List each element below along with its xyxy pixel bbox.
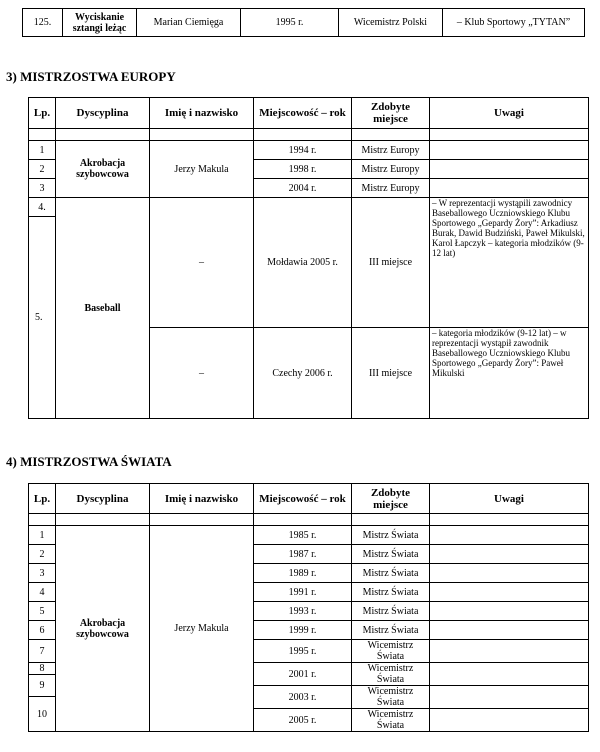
- row-lp: 5: [29, 602, 56, 621]
- row-place: Wicemistrz Świata: [352, 686, 430, 709]
- row-year: Mołdawia 2005 r.: [254, 198, 352, 328]
- row-year: 1991 r.: [254, 583, 352, 602]
- row-place: Mistrz Europy: [352, 160, 430, 179]
- row-name: Jerzy Makula: [150, 141, 254, 198]
- row-notes: – kategoria młodzików (9-12 lat) – w reprezentacji wystąpił zawodnik Baseballowego Uczniowskiego Klubu Sportowego „Gepardy Żory”: Paweł Mikulski: [430, 328, 589, 419]
- row-lp: 10: [29, 697, 56, 732]
- row-name: Marian Ciemięga: [137, 9, 241, 37]
- row-year: 1993 r.: [254, 602, 352, 621]
- row-place: Mistrz Świata: [352, 564, 430, 583]
- previous-table-row: [22, 8, 585, 37]
- row-year: 2005 r.: [254, 709, 352, 732]
- header-uwagi: Uwagi: [430, 484, 589, 514]
- row-place: Mistrz Świata: [352, 621, 430, 640]
- row-notes: [430, 602, 589, 621]
- row-place: Wicemistrz Świata: [352, 663, 430, 686]
- header-zdobyte: Zdobyte miejsce: [352, 484, 430, 514]
- header-imie: Imię i nazwisko: [150, 98, 254, 129]
- row-place: Mistrz Europy: [352, 141, 430, 160]
- row-notes: [430, 663, 589, 686]
- table-header-row: [29, 484, 589, 514]
- row-name: –: [150, 198, 254, 328]
- row-place: Wicemistrz Polski: [339, 9, 443, 37]
- row-lp: 6: [29, 621, 56, 640]
- row-lp: 9: [29, 675, 56, 697]
- row-year: 1987 r.: [254, 545, 352, 564]
- row-notes: [430, 564, 589, 583]
- table-header-row: [29, 98, 589, 129]
- row-notes: – Klub Sportowy „TYTAN”: [443, 9, 585, 37]
- row-place: III miejsce: [352, 328, 430, 419]
- header-dyscyplina: Dyscyplina: [56, 484, 150, 514]
- header-imie: Imię i nazwisko: [150, 484, 254, 514]
- row-notes: [430, 179, 589, 198]
- table-row: [29, 526, 589, 545]
- row-year: Czechy 2006 r.: [254, 328, 352, 419]
- row-notes: [430, 545, 589, 564]
- row-lp: 3: [29, 564, 56, 583]
- table-row: [29, 141, 589, 160]
- row-name: Jerzy Makula: [150, 526, 254, 732]
- row-year: 1999 r.: [254, 621, 352, 640]
- row-lp: 7: [29, 640, 56, 663]
- row-notes: [430, 709, 589, 732]
- row-year: 2001 r.: [254, 663, 352, 686]
- row-place: Mistrz Świata: [352, 526, 430, 545]
- row-place: Mistrz Świata: [352, 545, 430, 564]
- spacer-row: [29, 514, 589, 526]
- header-uwagi: Uwagi: [430, 98, 589, 129]
- row-year: 1995 r.: [254, 640, 352, 663]
- row-notes: [430, 141, 589, 160]
- row-notes: [430, 686, 589, 709]
- row-lp: 4.: [29, 198, 56, 217]
- section-title-europe: 3) MISTRZOSTWA EUROPY: [6, 69, 176, 84]
- section-title-world: 4) MISTRZOSTWA ŚWIATA: [6, 454, 172, 469]
- row-place: Mistrz Świata: [352, 583, 430, 602]
- row-name: –: [150, 328, 254, 419]
- spacer-row: [29, 129, 589, 141]
- row-lp: 3: [29, 179, 56, 198]
- europe-table: [28, 97, 589, 419]
- header-dyscyplina: Dyscyplina: [56, 98, 150, 129]
- row-notes: – W reprezentacji wystąpili zawodnicy Baseballowego Uczniowskiego Klubu Sportowego „Gepardy Żory”: Arkadiusz Burak, Dawid Budziński, Paweł Mikulski, Karol Łapczyk – kategoria młodzików (9-12 lat): [430, 198, 589, 328]
- header-miejscowosc: Miejscowość – rok: [254, 98, 352, 129]
- header-lp: Lp.: [29, 98, 56, 129]
- row-dyscyplina: Baseball: [56, 198, 150, 419]
- row-year: 1989 r.: [254, 564, 352, 583]
- row-notes: [430, 526, 589, 545]
- row-notes: [430, 640, 589, 663]
- row-year: 2003 r.: [254, 686, 352, 709]
- row-place: Mistrz Świata: [352, 602, 430, 621]
- row-dyscyplina: Wyciskanie sztangi leżąc: [63, 9, 137, 37]
- row-lp: 1: [29, 526, 56, 545]
- header-miejscowosc: Miejscowość – rok: [254, 484, 352, 514]
- row-place: III miejsce: [352, 198, 430, 328]
- row-place: Wicemistrz Świata: [352, 640, 430, 663]
- row-lp: 1: [29, 141, 56, 160]
- row-year: 2004 r.: [254, 179, 352, 198]
- row-lp: 8: [29, 663, 56, 675]
- row-notes: [430, 160, 589, 179]
- row-notes: [430, 621, 589, 640]
- row-year: 1995 r.: [241, 9, 339, 37]
- row-year: 1994 r.: [254, 141, 352, 160]
- table-row: [29, 198, 589, 217]
- row-lp: 5.: [29, 217, 56, 419]
- row-year: 1985 r.: [254, 526, 352, 545]
- row-year: 1998 r.: [254, 160, 352, 179]
- row-notes: [430, 583, 589, 602]
- row-place: Mistrz Europy: [352, 179, 430, 198]
- row-lp: 125.: [23, 9, 63, 37]
- row-place: Wicemistrz Świata: [352, 709, 430, 732]
- row-lp: 2: [29, 545, 56, 564]
- header-zdobyte: Zdobyte miejsce: [352, 98, 430, 129]
- header-lp: Lp.: [29, 484, 56, 514]
- row-dyscyplina: Akrobacja szybowcowa: [56, 526, 150, 732]
- row-lp: 4: [29, 583, 56, 602]
- row-dyscyplina: Akrobacja szybowcowa: [56, 141, 150, 198]
- world-table: [28, 483, 589, 732]
- row-lp: 2: [29, 160, 56, 179]
